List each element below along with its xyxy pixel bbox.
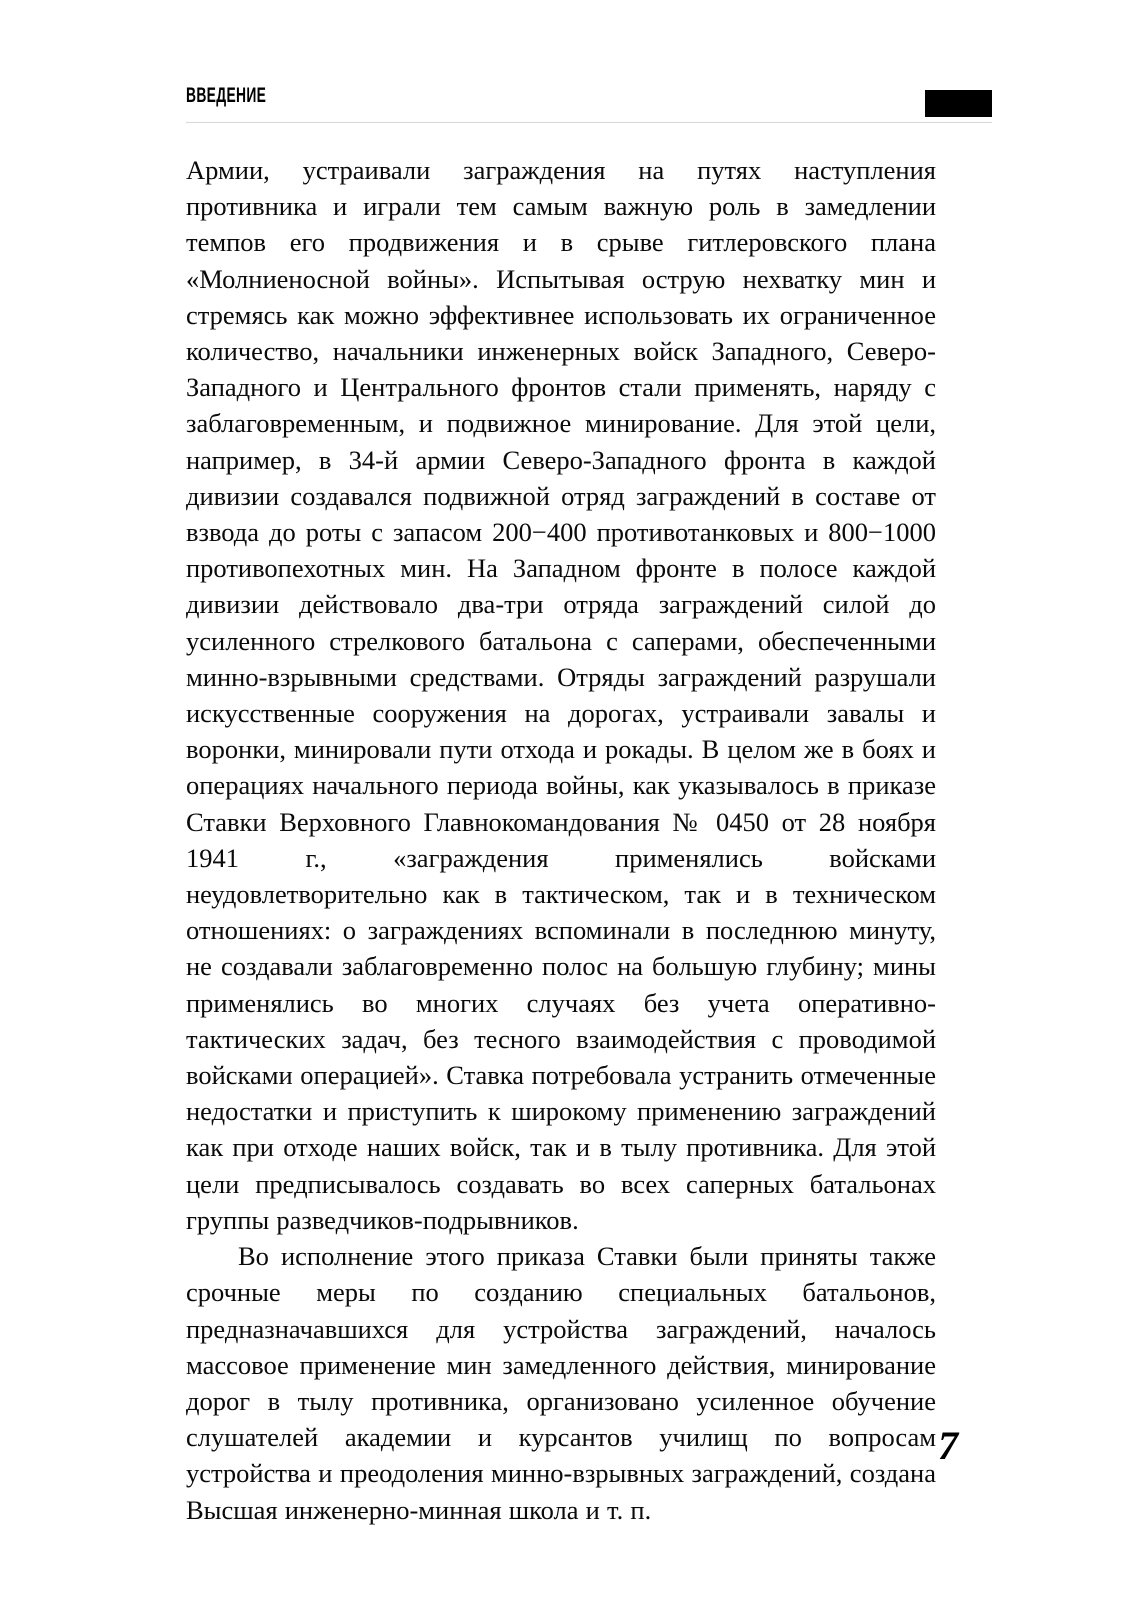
running-head-marker [925, 90, 992, 117]
running-head-divider [186, 122, 992, 123]
text-column [186, 152, 936, 1528]
body-paragraph: Во исполнение этого приказа Ставки были приняты также срочные меры по созданию специальных батальонов, предназначавшихся для устройства заграждений, началось массовое применение мин замедленного действия, минирование дорог в тылу противника, организовано усиленное обучение слушателей академии и курсантов училищ по вопросам устройства и преодоления минно-взрывных заграждений, создана Высшая инженерно-минная школа и т. п. [186, 1241, 936, 1525]
body-paragraph: Армии, устраивали заграждения на путях наступления противника и играли тем самым важную роль в замедлении темпов его продвижения и в срыве гитлеровского плана «Молниеносной войны». Испытывая острую нехватку мин и стремясь как можно эффективнее использовать их ограниченное количество, начальники инженерных войск Западного, Северо-Западного и Центрального фронтов стали применять, наряду с заблаговременным, и подвижное минирование. Для этой цели, например, в 34-й армии Северо-Западного фронта в каждой дивизии создавался подвижной отряд заграждений в составе от взвода до роты с запасом 200−400 противотанковых и 800−1000 противопехотных мин. На Западном фронте в полосе каждой дивизии действовало два-три отряда заграждений силой до усиленного стрелкового батальона с саперами, обеспеченными минно-взрывными средствами. Отряды заграждений разрушали искусственные сооружения на дорогах, устраивали завалы и воронки, минировали пути отхода и рокады. В целом же в боях и операциях начального периода войны, как указывалось в приказе Ставки Верховного Главнокомандования № 0450 от 28 ноября 1941 г., «заграждения применялись войсками неудовлетворительно как в тактическом, так и в техническом отношениях: о заграждениях вспоминали в последнюю минуту, не создавали заблаговременно полос на большую глубину; мины применялись во многих случаях без учета оперативно-тактических задач, без тесного взаимодействия с проводимой войсками операцией». Ставка потребовала устранить отмеченные недостатки и приступить к широкому применению заграждений как при отходе наших войск, так и в тылу противника. Для этой цели предписывалось создавать во всех саперных батальонах группы разведчиков-подрывников. [186, 155, 936, 1235]
page-number: 7 [938, 1423, 958, 1468]
running-head-title: ВВЕДЕНИЕ [186, 84, 267, 107]
running-head [186, 84, 992, 118]
